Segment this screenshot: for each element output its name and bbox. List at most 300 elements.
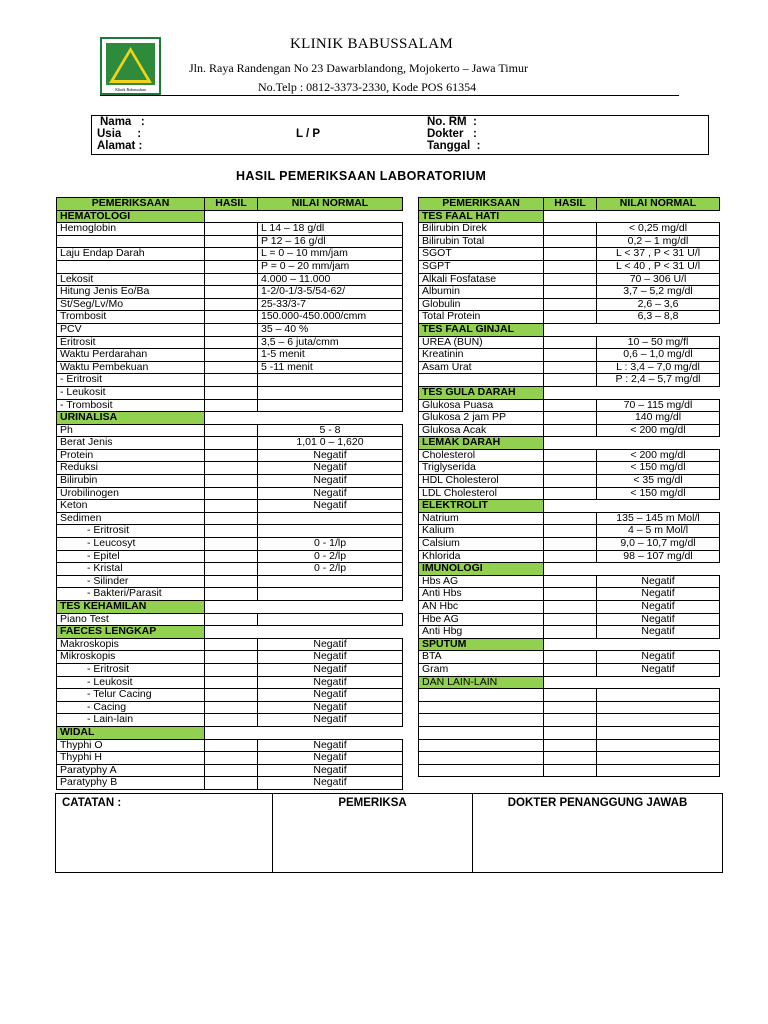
section-row xyxy=(57,412,403,425)
rm-label: No. RM : xyxy=(427,116,477,128)
table-row xyxy=(419,374,720,387)
table-row xyxy=(57,462,403,475)
result-cell[interactable] xyxy=(544,525,597,538)
normal-value: 25-33/3-7 xyxy=(258,298,403,311)
result-cell[interactable] xyxy=(544,361,597,374)
exam-header: PEMERIKSAAN xyxy=(419,198,544,211)
result-cell[interactable] xyxy=(544,462,597,475)
result-cell[interactable] xyxy=(205,235,258,248)
result-cell[interactable] xyxy=(544,349,597,362)
exam-name: - Trombosit xyxy=(57,399,205,412)
result-cell[interactable] xyxy=(544,487,597,500)
exam-name: Glukosa Acak xyxy=(419,424,544,437)
normal-value: Negatif xyxy=(597,613,720,626)
exam-name: Bilirubin Direk xyxy=(419,223,544,236)
sex-label: L / P xyxy=(296,128,321,140)
section-heading: TES FAAL HATI xyxy=(419,210,544,223)
normal-value xyxy=(258,386,403,399)
normal-value: 3,7 – 5,2 mg/dl xyxy=(597,286,720,299)
result-cell[interactable] xyxy=(205,323,258,336)
exam-name xyxy=(419,752,544,765)
normal-value: < 0,25 mg/dl xyxy=(597,223,720,236)
exam-name: Thyphi O xyxy=(57,739,205,752)
result-cell[interactable] xyxy=(544,714,597,727)
normal-value: 5 - 8 xyxy=(258,424,403,437)
right-table-body xyxy=(419,210,720,777)
doctor-label: Dokter : xyxy=(427,128,477,140)
normal-value: 140 mg/dl xyxy=(597,412,720,425)
exam-name: AN Hbc xyxy=(419,601,544,614)
exam-name: Cholesterol xyxy=(419,449,544,462)
table-row xyxy=(419,223,720,236)
result-cell[interactable] xyxy=(205,563,258,576)
section-heading: SPUTUM xyxy=(419,638,544,651)
table-row xyxy=(419,613,720,626)
section-heading: ELEKTROLIT xyxy=(419,500,544,513)
normal-value: P = 0 – 20 mm/jam xyxy=(258,260,403,273)
normal-value: P : 2,4 – 5,7 mg/dl xyxy=(597,374,720,387)
table-row xyxy=(57,500,403,513)
normal-value: 4 – 5 m Mol/l xyxy=(597,525,720,538)
result-cell[interactable] xyxy=(544,399,597,412)
normal-value: 150.000-450.000/cmm xyxy=(258,311,403,324)
result-cell[interactable] xyxy=(205,374,258,387)
exam-name: - Kristal xyxy=(57,563,205,576)
result-cell[interactable] xyxy=(544,689,597,702)
normal-header: NILAI NORMAL xyxy=(597,198,720,211)
exam-name: Laju Endap Darah xyxy=(57,248,205,261)
table-row xyxy=(57,651,403,664)
table-row xyxy=(419,726,720,739)
normal-value: Negatif xyxy=(258,462,403,475)
section-row xyxy=(419,210,720,223)
normal-value: < 200 mg/dl xyxy=(597,449,720,462)
table-row xyxy=(57,399,403,412)
examiner-cell[interactable] xyxy=(273,794,473,873)
normal-value xyxy=(597,689,720,702)
table-row xyxy=(57,487,403,500)
result-cell[interactable] xyxy=(544,651,597,664)
exam-name: Kalium xyxy=(419,525,544,538)
exam-name: Bilirubin Total xyxy=(419,235,544,248)
table-row xyxy=(57,437,403,450)
table-row xyxy=(419,349,720,362)
result-cell[interactable] xyxy=(544,475,597,488)
table-row xyxy=(419,601,720,614)
result-header: HASIL xyxy=(544,198,597,211)
result-cell[interactable] xyxy=(544,273,597,286)
table-row xyxy=(57,701,403,714)
result-cell[interactable] xyxy=(544,739,597,752)
table-row xyxy=(419,475,720,488)
exam-name xyxy=(419,701,544,714)
result-cell[interactable] xyxy=(205,689,258,702)
result-cell[interactable] xyxy=(544,613,597,626)
exam-name: Anti Hbg xyxy=(419,626,544,639)
result-cell[interactable] xyxy=(205,538,258,551)
normal-value: Negatif xyxy=(597,663,720,676)
table-row xyxy=(57,260,403,273)
table-row xyxy=(57,336,403,349)
normal-value: Negatif xyxy=(597,601,720,614)
table-row xyxy=(57,575,403,588)
table-row xyxy=(419,273,720,286)
exam-name: Berat Jenis xyxy=(57,437,205,450)
section-row xyxy=(57,601,403,614)
section-spacer xyxy=(205,601,403,614)
table-row xyxy=(419,399,720,412)
normal-value: Negatif xyxy=(258,739,403,752)
result-cell[interactable] xyxy=(544,663,597,676)
exam-name: BTA xyxy=(419,651,544,664)
result-cell[interactable] xyxy=(544,298,597,311)
exam-name: LDL Cholesterol xyxy=(419,487,544,500)
normal-value: 70 – 306 U/l xyxy=(597,273,720,286)
result-cell[interactable] xyxy=(544,701,597,714)
result-cell[interactable] xyxy=(544,223,597,236)
result-cell[interactable] xyxy=(205,399,258,412)
clinic-name: KLINIK BABUSSALAM xyxy=(290,36,454,52)
section-heading: TES FAAL GINJAL xyxy=(419,323,544,336)
table-row xyxy=(419,752,720,765)
normal-value: 135 – 145 m Mol/l xyxy=(597,512,720,525)
section-heading: URINALISA xyxy=(57,412,205,425)
normal-value: Negatif xyxy=(258,487,403,500)
section-spacer xyxy=(544,500,720,513)
exam-name: Waktu Pembekuan xyxy=(57,361,205,374)
exam-name: Hbs AG xyxy=(419,575,544,588)
normal-value: Negatif xyxy=(258,752,403,765)
normal-value: 35 – 40 % xyxy=(258,323,403,336)
result-cell[interactable] xyxy=(205,752,258,765)
table-row xyxy=(57,248,403,261)
exam-name: Natrium xyxy=(419,512,544,525)
table-row xyxy=(57,588,403,601)
section-heading: TES GULA DARAH xyxy=(419,386,544,399)
doctor-cell[interactable] xyxy=(473,794,723,873)
section-spacer xyxy=(544,676,720,689)
result-cell[interactable] xyxy=(544,752,597,765)
table-row xyxy=(57,550,403,563)
section-row xyxy=(57,210,403,223)
notes-label: CATATAN : xyxy=(62,797,122,809)
result-cell[interactable] xyxy=(205,462,258,475)
clinic-address: Jln. Raya Randengan No 23 Dawarblandong, Mojokerto – Jawa Timur xyxy=(189,61,528,75)
result-cell[interactable] xyxy=(544,336,597,349)
page-title: HASIL PEMERIKSAAN LABORATORIUM xyxy=(236,169,487,183)
section-spacer xyxy=(205,726,403,739)
exam-name: Lekosit xyxy=(57,273,205,286)
exam-name: Paratyphy B xyxy=(57,777,205,790)
normal-value: Negatif xyxy=(258,449,403,462)
table-row xyxy=(57,676,403,689)
exam-name: Protein xyxy=(57,449,205,462)
exam-name: - Cacing xyxy=(57,701,205,714)
table-row xyxy=(419,764,720,777)
normal-value: Negatif xyxy=(258,764,403,777)
table-row xyxy=(57,638,403,651)
result-cell[interactable] xyxy=(544,449,597,462)
table-row xyxy=(57,512,403,525)
exam-name: Calsium xyxy=(419,538,544,551)
normal-value: < 150 mg/dl xyxy=(597,462,720,475)
normal-value: 9,0 – 10,7 mg/dl xyxy=(597,538,720,551)
section-heading: IMUNOLOGI xyxy=(419,563,544,576)
result-cell[interactable] xyxy=(205,273,258,286)
table-row xyxy=(419,235,720,248)
result-cell[interactable] xyxy=(544,550,597,563)
table-header-row xyxy=(419,198,720,211)
table-row xyxy=(57,286,403,299)
exam-name: PCV xyxy=(57,323,205,336)
table-row xyxy=(419,298,720,311)
result-cell[interactable] xyxy=(205,676,258,689)
result-cell[interactable] xyxy=(544,538,597,551)
exam-name xyxy=(419,689,544,702)
section-row xyxy=(419,563,720,576)
exam-name: Trombosit xyxy=(57,311,205,324)
table-row xyxy=(57,739,403,752)
table-row xyxy=(57,752,403,765)
result-cell[interactable] xyxy=(205,437,258,450)
normal-value: Negatif xyxy=(258,777,403,790)
result-cell[interactable] xyxy=(205,286,258,299)
table-row xyxy=(419,260,720,273)
exam-name: Bilirubin xyxy=(57,475,205,488)
section-row xyxy=(57,726,403,739)
result-cell[interactable] xyxy=(205,260,258,273)
result-cell[interactable] xyxy=(205,714,258,727)
result-cell[interactable] xyxy=(205,349,258,362)
normal-value: 3,5 – 6 juta/cmm xyxy=(258,336,403,349)
table-row xyxy=(419,462,720,475)
table-row xyxy=(57,386,403,399)
result-cell[interactable] xyxy=(205,701,258,714)
normal-value: L = 0 – 10 mm/jam xyxy=(258,248,403,261)
result-cell[interactable] xyxy=(205,311,258,324)
result-cell[interactable] xyxy=(205,298,258,311)
normal-value xyxy=(258,588,403,601)
normal-value xyxy=(258,613,403,626)
exam-name: Makroskopis xyxy=(57,638,205,651)
normal-value: Negatif xyxy=(258,714,403,727)
result-cell[interactable] xyxy=(205,739,258,752)
table-row xyxy=(419,487,720,500)
section-spacer xyxy=(544,638,720,651)
normal-value: 1,01 0 – 1,620 xyxy=(258,437,403,450)
exam-name xyxy=(419,764,544,777)
exam-name: HDL Cholesterol xyxy=(419,475,544,488)
result-cell[interactable] xyxy=(544,374,597,387)
result-cell[interactable] xyxy=(205,248,258,261)
section-spacer xyxy=(544,563,720,576)
normal-value: < 200 mg/dl xyxy=(597,424,720,437)
result-cell[interactable] xyxy=(205,777,258,790)
signature-table xyxy=(55,793,723,873)
result-cell[interactable] xyxy=(544,575,597,588)
result-cell[interactable] xyxy=(205,361,258,374)
result-cell[interactable] xyxy=(205,487,258,500)
result-cell[interactable] xyxy=(205,449,258,462)
result-cell[interactable] xyxy=(544,260,597,273)
exam-name: Ph xyxy=(57,424,205,437)
exam-name: Eritrosit xyxy=(57,336,205,349)
exam-name: Asam Urat xyxy=(419,361,544,374)
table-row xyxy=(57,563,403,576)
result-cell[interactable] xyxy=(205,424,258,437)
normal-value: 2,6 – 3,6 xyxy=(597,298,720,311)
table-row xyxy=(419,449,720,462)
result-cell[interactable] xyxy=(205,588,258,601)
exam-name: - Eritrosit xyxy=(57,663,205,676)
normal-value: L : 3,4 – 7,0 mg/dl xyxy=(597,361,720,374)
exam-name: Triglyserida xyxy=(419,462,544,475)
result-cell[interactable] xyxy=(544,588,597,601)
exam-name: UREA (BUN) xyxy=(419,336,544,349)
exam-name: Urobilinogen xyxy=(57,487,205,500)
section-spacer xyxy=(205,412,403,425)
normal-value: Negatif xyxy=(258,651,403,664)
exam-name: Khlorida xyxy=(419,550,544,563)
result-cell[interactable] xyxy=(544,235,597,248)
result-cell[interactable] xyxy=(205,512,258,525)
section-spacer xyxy=(544,386,720,399)
exam-name: Kreatinin xyxy=(419,349,544,362)
exam-name: SGPT xyxy=(419,260,544,273)
section-row xyxy=(419,638,720,651)
table-row xyxy=(419,525,720,538)
normal-value xyxy=(597,739,720,752)
result-cell[interactable] xyxy=(544,601,597,614)
normal-value: Negatif xyxy=(258,663,403,676)
exam-name: - Leukosit xyxy=(57,386,205,399)
right-lab-table xyxy=(418,197,720,777)
normal-value: L < 40 , P < 31 U/l xyxy=(597,260,720,273)
result-cell[interactable] xyxy=(544,764,597,777)
normal-value: < 35 mg/dl xyxy=(597,475,720,488)
section-heading: HEMATOLOGI xyxy=(57,210,205,223)
exam-name: Anti Hbs xyxy=(419,588,544,601)
exam-name: Total Protein xyxy=(419,311,544,324)
section-spacer xyxy=(205,626,403,639)
table-row xyxy=(57,323,403,336)
table-row xyxy=(57,714,403,727)
logo-caption: Klinik Babussalam xyxy=(115,87,146,92)
result-cell[interactable] xyxy=(205,663,258,676)
result-cell[interactable] xyxy=(544,286,597,299)
table-row xyxy=(419,286,720,299)
normal-value: Negatif xyxy=(597,626,720,639)
exam-name: - Telur Cacing xyxy=(57,689,205,702)
result-cell[interactable] xyxy=(205,223,258,236)
exam-name: - Epitel xyxy=(57,550,205,563)
section-row xyxy=(57,626,403,639)
left-table-body xyxy=(57,210,403,789)
exam-name xyxy=(419,726,544,739)
table-row xyxy=(57,223,403,236)
table-row xyxy=(419,512,720,525)
section-heading: LEMAK DARAH xyxy=(419,437,544,450)
result-cell[interactable] xyxy=(544,626,597,639)
exam-name: Paratyphy A xyxy=(57,764,205,777)
result-cell[interactable] xyxy=(544,248,597,261)
result-cell[interactable] xyxy=(205,336,258,349)
table-row xyxy=(419,663,720,676)
exam-name: Sedimen xyxy=(57,512,205,525)
table-row xyxy=(419,575,720,588)
table-row xyxy=(419,424,720,437)
result-cell[interactable] xyxy=(205,500,258,513)
notes-cell[interactable] xyxy=(56,794,273,873)
result-cell[interactable] xyxy=(205,525,258,538)
exam-name: St/Seg/Lv/Mo xyxy=(57,298,205,311)
table-row xyxy=(57,475,403,488)
normal-value: Negatif xyxy=(258,689,403,702)
normal-value: 0 - 2/lp xyxy=(258,550,403,563)
result-cell[interactable] xyxy=(205,651,258,664)
exam-header: PEMERIKSAAN xyxy=(57,198,205,211)
table-row xyxy=(419,336,720,349)
normal-value xyxy=(597,701,720,714)
result-cell[interactable] xyxy=(544,311,597,324)
result-cell[interactable] xyxy=(205,475,258,488)
table-row xyxy=(57,424,403,437)
result-cell[interactable] xyxy=(544,726,597,739)
result-cell[interactable] xyxy=(205,638,258,651)
result-cell[interactable] xyxy=(544,424,597,437)
result-cell[interactable] xyxy=(205,550,258,563)
exam-name: Thyphi H xyxy=(57,752,205,765)
table-row xyxy=(57,235,403,248)
exam-name: Waktu Perdarahan xyxy=(57,349,205,362)
normal-value: 98 – 107 mg/dl xyxy=(597,550,720,563)
result-cell[interactable] xyxy=(205,386,258,399)
exam-name: - Leukosit xyxy=(57,676,205,689)
exam-name: - Silinder xyxy=(57,575,205,588)
normal-value: 10 – 50 mg/fl xyxy=(597,336,720,349)
section-heading: WIDAL xyxy=(57,726,205,739)
result-cell[interactable] xyxy=(205,613,258,626)
clinic-phone: No.Telp : 0812-3373-2330, Kode POS 61354 xyxy=(258,80,477,94)
exam-name xyxy=(419,714,544,727)
exam-name: Albumin xyxy=(419,286,544,299)
table-row xyxy=(419,701,720,714)
table-row xyxy=(419,651,720,664)
exam-name: Hemoglobin xyxy=(57,223,205,236)
table-row xyxy=(57,663,403,676)
result-cell[interactable] xyxy=(205,764,258,777)
normal-value: 6,3 – 8,8 xyxy=(597,311,720,324)
examiner-label: PEMERIKSA xyxy=(338,797,407,809)
normal-value: Negatif xyxy=(258,475,403,488)
exam-name: Keton xyxy=(57,500,205,513)
table-row xyxy=(57,613,403,626)
normal-value: Negatif xyxy=(597,575,720,588)
normal-value xyxy=(597,764,720,777)
result-cell[interactable] xyxy=(205,575,258,588)
normal-value xyxy=(258,399,403,412)
table-row xyxy=(419,739,720,752)
normal-value: 70 – 115 mg/dl xyxy=(597,399,720,412)
table-header-row xyxy=(57,198,403,211)
result-cell[interactable] xyxy=(544,512,597,525)
table-row xyxy=(419,248,720,261)
normal-value xyxy=(597,726,720,739)
result-cell[interactable] xyxy=(544,412,597,425)
normal-value xyxy=(258,512,403,525)
exam-name: Mikroskopis xyxy=(57,651,205,664)
exam-name: Gram xyxy=(419,663,544,676)
